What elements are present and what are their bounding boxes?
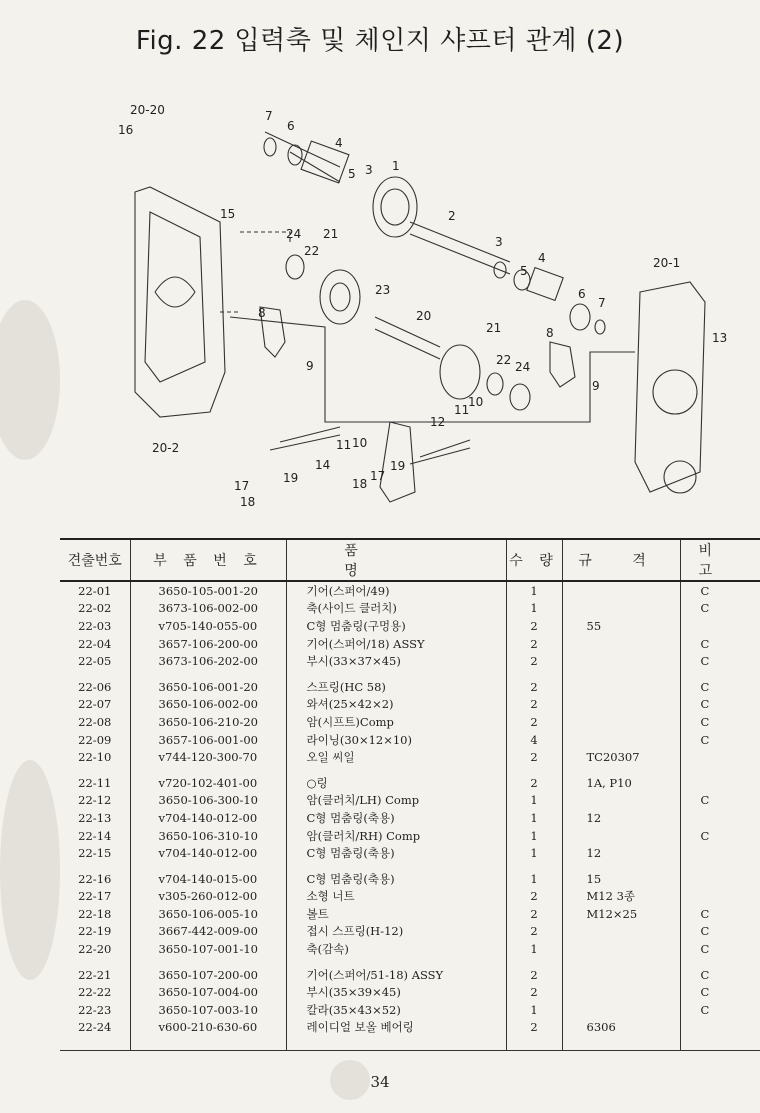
header-qty: 수 량	[506, 539, 562, 581]
part-name-cell: 암(클러치/LH) Comp	[286, 792, 506, 810]
ref-no-cell: 22-03	[78, 618, 112, 633]
qty-cell: 2	[506, 696, 562, 714]
spec-cell	[562, 696, 680, 714]
table-row	[60, 827, 760, 845]
part-no-cell: 3673-106-202-00	[130, 652, 286, 670]
remark-cell: C	[680, 958, 760, 984]
part-no-cell: 3657-106-001-00	[130, 731, 286, 749]
svg-text:10: 10	[468, 395, 484, 409]
svg-text:16: 16	[118, 123, 134, 137]
part-no-cell: 3650-107-004-00	[130, 983, 286, 1001]
spec-cell	[562, 713, 680, 731]
spec-cell	[562, 983, 680, 1001]
part-no-cell: 3673-106-002-00	[130, 600, 286, 618]
parts-table	[60, 538, 760, 1051]
part-no-cell: v600-210-630-60	[130, 1019, 286, 1051]
remark-cell: C	[680, 792, 760, 810]
spec-cell: 12	[562, 844, 680, 862]
svg-text:13: 13	[712, 331, 728, 345]
svg-text:7: 7	[265, 109, 273, 123]
part-name-cell: 부시(33×37×45)	[286, 652, 506, 670]
remark-cell	[680, 844, 760, 862]
svg-text:22: 22	[304, 244, 320, 258]
part-no-cell: v704-140-012-00	[130, 844, 286, 862]
part-no-cell: v704-140-015-00	[130, 862, 286, 888]
spec-cell	[562, 940, 680, 958]
table-row	[60, 581, 760, 600]
ref-no-cell: 22-20	[78, 942, 112, 957]
part-no-cell: v704-140-012-00	[130, 809, 286, 827]
spec-cell	[562, 581, 680, 600]
spec-cell	[562, 792, 680, 810]
spec-cell	[562, 923, 680, 941]
part-name-cell: 스프링(HC 58)	[286, 670, 506, 696]
part-name-cell: 소형 너트	[286, 888, 506, 906]
svg-text:9: 9	[592, 379, 600, 393]
svg-text:17: 17	[234, 479, 250, 493]
svg-text:6: 6	[578, 287, 586, 301]
svg-text:20-2: 20-2	[152, 441, 180, 455]
part-no-cell: 3650-107-200-00	[130, 958, 286, 984]
qty-cell: 2	[506, 635, 562, 653]
part-name-cell: 볼트	[286, 905, 506, 923]
ref-no-cell: 22-14	[78, 828, 112, 843]
qty-cell: 1	[506, 1001, 562, 1019]
remark-cell: C	[680, 1001, 760, 1019]
exploded-parts-diagram	[90, 92, 750, 522]
svg-text:15: 15	[220, 207, 236, 221]
part-no-cell: 3650-106-310-10	[130, 827, 286, 845]
svg-text:10: 10	[352, 436, 368, 450]
header-ref-no: 견출번호	[60, 539, 130, 581]
part-name-cell: 와셔(25×42×2)	[286, 696, 506, 714]
qty-cell: 2	[506, 958, 562, 984]
table-row	[60, 1001, 760, 1019]
qty-cell: 1	[506, 827, 562, 845]
ref-no-cell: 22-11	[78, 775, 112, 790]
table-row	[60, 748, 760, 766]
svg-text:4: 4	[335, 136, 343, 150]
svg-text:11: 11	[454, 403, 470, 417]
page-number: 34	[370, 1073, 390, 1091]
part-no-cell: 3650-106-002-00	[130, 696, 286, 714]
remark-cell	[680, 888, 760, 906]
ref-no-cell: 22-01	[78, 583, 112, 598]
remark-cell: C	[680, 652, 760, 670]
ref-no-cell: 22-10	[78, 750, 112, 765]
qty-cell: 2	[506, 983, 562, 1001]
ref-no-cell: 22-16	[78, 871, 112, 886]
qty-cell: 2	[506, 1019, 562, 1051]
qty-cell: 1	[506, 940, 562, 958]
ref-no-cell: 22-17	[78, 889, 112, 904]
part-name-cell: C형 멈춤링(축용)	[286, 844, 506, 862]
part-name-cell: 암(클러치/RH) Comp	[286, 827, 506, 845]
ref-no-cell: 22-05	[78, 654, 112, 669]
table-row	[60, 713, 760, 731]
qty-cell: 1	[506, 844, 562, 862]
ref-no-cell: 22-23	[78, 1002, 112, 1017]
svg-text:2: 2	[448, 209, 456, 223]
part-name-cell: 기어(스퍼어/51-18) ASSY	[286, 958, 506, 984]
spec-cell: 15	[562, 862, 680, 888]
table-row	[60, 696, 760, 714]
svg-text:1: 1	[392, 159, 400, 173]
qty-cell: 1	[506, 600, 562, 618]
ref-no-cell: 22-19	[78, 924, 112, 939]
qty-cell: 1	[506, 809, 562, 827]
remark-cell	[680, 1019, 760, 1051]
remark-cell: C	[680, 696, 760, 714]
qty-cell: 2	[506, 748, 562, 766]
part-no-cell: 3650-106-300-10	[130, 792, 286, 810]
part-no-cell: v744-120-300-70	[130, 748, 286, 766]
remark-cell: C	[680, 940, 760, 958]
part-name-cell: ○링	[286, 766, 506, 792]
table-row	[60, 983, 760, 1001]
table-row	[60, 617, 760, 635]
svg-text:5: 5	[520, 264, 528, 278]
spec-cell	[562, 652, 680, 670]
ref-no-cell: 22-04	[78, 636, 112, 651]
svg-text:14: 14	[315, 458, 331, 472]
table-row	[60, 766, 760, 792]
svg-text:19: 19	[390, 459, 406, 473]
svg-text:20: 20	[416, 309, 432, 323]
part-no-cell: v305-260-012-00	[130, 888, 286, 906]
qty-cell: 4	[506, 731, 562, 749]
remark-cell: C	[680, 983, 760, 1001]
ref-no-cell: 22-18	[78, 906, 112, 921]
spec-cell: 55	[562, 617, 680, 635]
svg-text:19: 19	[283, 471, 299, 485]
part-no-cell: 3650-107-001-10	[130, 940, 286, 958]
table-row	[60, 652, 760, 670]
spec-cell	[562, 1001, 680, 1019]
part-name-cell: 오일 씨일	[286, 748, 506, 766]
part-name-cell: 기어(스퍼어/49)	[286, 581, 506, 600]
svg-text:7: 7	[598, 296, 606, 310]
spec-cell: 1A, P10	[562, 766, 680, 792]
part-name-cell: 암(시프트)Comp	[286, 713, 506, 731]
spec-cell	[562, 731, 680, 749]
spec-cell: 12	[562, 809, 680, 827]
remark-cell: C	[680, 923, 760, 941]
ref-no-cell: 22-13	[78, 810, 112, 825]
remark-cell: C	[680, 581, 760, 600]
remark-cell: C	[680, 713, 760, 731]
qty-cell: 2	[506, 713, 562, 731]
svg-text:12: 12	[430, 415, 446, 429]
table-row	[60, 731, 760, 749]
part-name-cell: C형 멈춤링(축용)	[286, 862, 506, 888]
part-no-cell: 3667-442-009-00	[130, 923, 286, 941]
svg-text:5: 5	[348, 167, 356, 181]
part-no-cell: 3650-105-001-20	[130, 581, 286, 600]
svg-text:18: 18	[240, 495, 256, 509]
remark-cell	[680, 766, 760, 792]
qty-cell: 1	[506, 862, 562, 888]
part-name-cell: 칼라(35×43×52)	[286, 1001, 506, 1019]
qty-cell: 2	[506, 617, 562, 635]
part-no-cell: 3657-106-200-00	[130, 635, 286, 653]
spec-cell	[562, 827, 680, 845]
table-row	[60, 958, 760, 984]
svg-text:24: 24	[286, 227, 302, 241]
svg-text:8: 8	[258, 306, 266, 320]
part-name-cell: 라이닝(30×12×10)	[286, 731, 506, 749]
table-row	[60, 1019, 760, 1051]
table-row	[60, 940, 760, 958]
svg-text:22: 22	[496, 353, 512, 367]
table-row	[60, 844, 760, 862]
spec-cell	[562, 600, 680, 618]
svg-text:6: 6	[287, 119, 295, 133]
part-no-cell: v705-140-055-00	[130, 617, 286, 635]
svg-text:21: 21	[323, 227, 339, 241]
spec-cell: M12×25	[562, 905, 680, 923]
spec-cell: M12 3종	[562, 888, 680, 906]
svg-text:21: 21	[486, 321, 502, 335]
header-part-name: 품 명	[286, 539, 506, 581]
qty-cell: 2	[506, 923, 562, 941]
ref-no-cell: 22-07	[78, 697, 112, 712]
ref-no-cell: 22-06	[78, 679, 112, 694]
part-no-cell: 3650-106-001-20	[130, 670, 286, 696]
table-row	[60, 600, 760, 618]
qty-cell: 2	[506, 670, 562, 696]
svg-text:20-1: 20-1	[653, 256, 681, 270]
ref-no-cell: 22-02	[78, 601, 112, 616]
ref-no-cell: 22-24	[60, 1019, 130, 1051]
remark-cell	[680, 617, 760, 635]
remark-cell	[680, 862, 760, 888]
header-spec: 규 격	[562, 539, 680, 581]
qty-cell: 1	[506, 581, 562, 600]
remark-cell: C	[680, 731, 760, 749]
svg-text:23: 23	[375, 283, 391, 297]
remark-cell: C	[680, 600, 760, 618]
remark-cell: C	[680, 670, 760, 696]
part-name-cell: 레이디얼 보올 베어링	[286, 1019, 506, 1051]
remark-cell: C	[680, 635, 760, 653]
qty-cell: 2	[506, 766, 562, 792]
page-title: Fig. 22 입력축 및 체인지 샤프터 관계 (2)	[135, 26, 625, 56]
header-remark: 비 고	[680, 539, 760, 581]
table-row	[60, 888, 760, 906]
qty-cell: 2	[506, 652, 562, 670]
svg-text:3: 3	[495, 235, 503, 249]
header-part-no: 부 품 번 호	[130, 539, 286, 581]
part-no-cell: 3650-107-003-10	[130, 1001, 286, 1019]
table-header-row	[60, 539, 760, 581]
remark-cell	[680, 748, 760, 766]
spec-cell	[562, 635, 680, 653]
svg-text:17: 17	[370, 469, 386, 483]
qty-cell: 2	[506, 905, 562, 923]
part-no-cell: v720-102-401-00	[130, 766, 286, 792]
spec-cell	[562, 670, 680, 696]
svg-text:8: 8	[546, 326, 554, 340]
table-row	[60, 670, 760, 696]
spec-cell: TC20307	[562, 748, 680, 766]
svg-text:9: 9	[306, 359, 314, 373]
spec-cell: 6306	[562, 1019, 680, 1051]
svg-text:24: 24	[515, 360, 531, 374]
remark-cell: C	[680, 827, 760, 845]
svg-text:3: 3	[365, 163, 373, 177]
part-name-cell: 부시(35×39×45)	[286, 983, 506, 1001]
svg-text:4: 4	[538, 251, 546, 265]
table-row	[60, 792, 760, 810]
table-row	[60, 923, 760, 941]
table-row	[60, 862, 760, 888]
ref-no-cell: 22-08	[78, 714, 112, 729]
svg-text:11: 11	[336, 438, 352, 452]
part-name-cell: 축(감속)	[286, 940, 506, 958]
table-row	[60, 809, 760, 827]
part-name-cell: 축(사이드 클러치)	[286, 600, 506, 618]
remark-cell	[680, 809, 760, 827]
part-name-cell: 접시 스프링(H-12)	[286, 923, 506, 941]
table-row	[60, 635, 760, 653]
part-name-cell: 기어(스퍼어/18) ASSY	[286, 635, 506, 653]
qty-cell: 1	[506, 792, 562, 810]
svg-text:20-20: 20-20	[130, 103, 165, 117]
part-name-cell: C형 멈춤링(구멍용)	[286, 617, 506, 635]
ref-no-cell: 22-21	[78, 967, 112, 982]
ref-no-cell: 22-22	[78, 985, 112, 1000]
table-row	[60, 905, 760, 923]
part-no-cell: 3650-106-210-20	[130, 713, 286, 731]
svg-text:18: 18	[352, 477, 368, 491]
qty-cell: 2	[506, 888, 562, 906]
part-name-cell: C형 멈춤링(축용)	[286, 809, 506, 827]
part-no-cell: 3650-106-005-10	[130, 905, 286, 923]
ref-no-cell: 22-12	[78, 793, 112, 808]
spec-cell	[562, 958, 680, 984]
remark-cell: C	[680, 905, 760, 923]
ref-no-cell: 22-15	[78, 846, 112, 861]
ref-no-cell: 22-09	[78, 732, 112, 747]
